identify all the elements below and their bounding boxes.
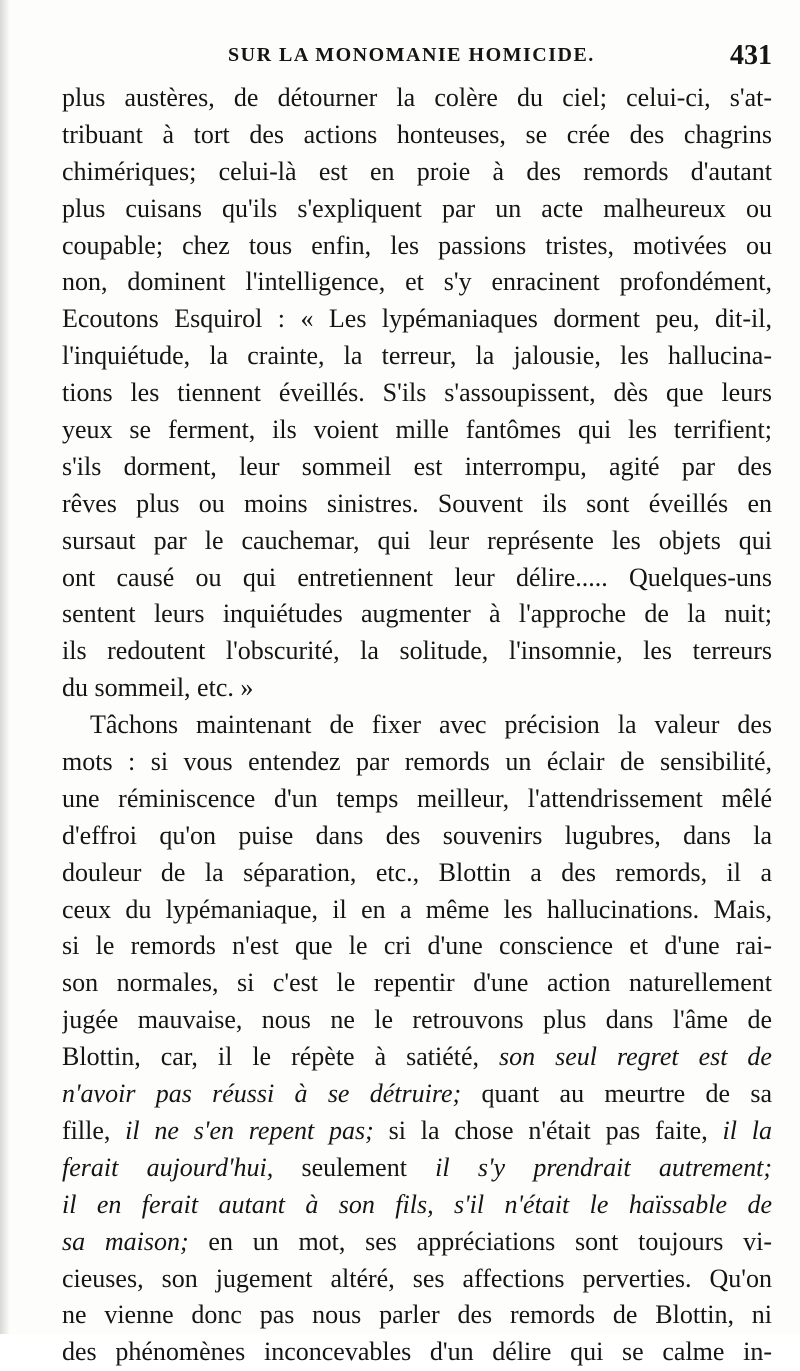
text-line [62, 523, 772, 560]
text-line [62, 154, 772, 191]
text-line [62, 449, 772, 486]
italic-text-segment: il ne s'en repent pas; [125, 1115, 374, 1145]
text-segment: plus austères, de détourner la colère du ciel; celui-ci, s'at- [62, 83, 772, 112]
text-line [62, 1334, 772, 1371]
text-line [62, 855, 772, 892]
text-line [62, 1076, 772, 1113]
italic-text-segment: ferait aujourd'hui, [62, 1152, 274, 1182]
text-line [62, 633, 772, 670]
text-segment: d'effroi qu'on puise dans des souvenirs lugubres, dans la [62, 820, 772, 850]
text-line [62, 412, 772, 449]
italic-text-segment: sa maison; [62, 1226, 189, 1256]
text-segment: coupable; chez tous enfin, les passions tristes, motivées ou [62, 230, 772, 260]
text-segment: cieuses, son jugement altéré, ses affections perverties. Qu'on [62, 1263, 772, 1293]
text-line [62, 1187, 772, 1224]
text-segment: Tâchons maintenant de fixer avec précision la valeur des [90, 710, 772, 740]
text-line [62, 117, 772, 154]
text-segment: si le remords n'est que le cri d'une conscience et d'une rai- [62, 931, 772, 961]
text-segment: mots : si vous entendez par remords un éclair de sensibilité, [62, 747, 772, 777]
text-segment: tribuant à tort des actions honteuses, se crée des chagrins [62, 119, 772, 149]
text-segment: ne vienne donc pas nous parler des remords de Blottin, ni [62, 1300, 772, 1330]
text-segment: plus cuisans qu'ils s'expliquent par un acte malheureux ou [62, 193, 772, 223]
text-line [62, 228, 772, 265]
text-line [62, 1002, 772, 1039]
running-head: SUR LA MONOMANIE HOMICIDE. [228, 44, 595, 66]
text-line [62, 80, 772, 117]
text-segment: rêves plus ou moins sinistres. Souvent ils sont éveillés en [62, 488, 772, 518]
text-segment: Blottin, car, il le répète à satiété, [62, 1042, 499, 1072]
text-segment: non, dominent l'intelligence, et s'y enracinent profondément, [62, 267, 772, 297]
text-segment: des phénomènes inconcevables d'un délire qui se calme in- [62, 1337, 772, 1367]
text-segment: en un mot, ses appréciations sont toujours vi- [188, 1226, 772, 1256]
text-segment: du sommeil, etc. » [62, 673, 254, 703]
text-line [62, 191, 772, 228]
text-segment: quant au meurtre de sa [461, 1079, 772, 1109]
text-line [62, 1297, 772, 1334]
text-segment: s'ils dorment, leur sommeil est interrompu, agité par des [62, 451, 772, 481]
text-segment: fille, [62, 1115, 126, 1145]
text-line [62, 338, 772, 375]
text-line [62, 1039, 772, 1076]
italic-text-segment: il la [722, 1115, 772, 1145]
text-line [62, 1224, 772, 1261]
text-segment: ceux du lypémaniaque, il en a même les hallucinations. Mais, [62, 894, 772, 924]
text-line [62, 1113, 772, 1150]
italic-text-segment: son seul regret est de [499, 1042, 772, 1072]
text-line [62, 301, 772, 338]
text-line [62, 744, 772, 781]
text-segment: son normales, si c'est le repentir d'une action naturellement [62, 968, 772, 998]
text-line [62, 264, 772, 301]
text-line [62, 375, 772, 412]
text-segment: tions les tiennent éveillés. S'ils s'assoupissent, dès que leurs [62, 378, 772, 408]
text-segment: jugée mauvaise, nous ne le retrouvons plus dans l'âme de [62, 1005, 772, 1035]
page-header [0, 40, 800, 80]
text-segment: chimériques; celui-là est en proie à des remords d'autant [62, 156, 772, 186]
text-segment: ont causé ou qui entretiennent leur délire..... Quelques-uns [62, 562, 772, 592]
text-segment: seulement [273, 1152, 436, 1182]
text-segment: sentent leurs inquiétudes augmenter à l'approche de la nuit; [62, 599, 772, 629]
text-line [62, 670, 772, 707]
text-line [62, 818, 772, 855]
text-segment: sursaut par le cauchemar, qui leur représente les objets qui [62, 525, 772, 555]
text-line [62, 1150, 772, 1187]
text-line [62, 892, 772, 929]
italic-text-segment: il s'y prendrait autrement; [435, 1152, 772, 1182]
text-segment: l'inquiétude, la crainte, la terreur, la jalousie, les hallucina- [62, 341, 772, 371]
page-number: 431 [730, 40, 772, 71]
body-text [62, 80, 772, 1371]
page-gutter-shadow [0, 0, 10, 1334]
text-segment: douleur de la séparation, etc., Blottin a des remords, il a [62, 857, 772, 887]
text-line [62, 928, 772, 965]
text-segment: une réminiscence d'un temps meilleur, l'attendrissement mêlé [62, 783, 772, 813]
text-line [62, 781, 772, 818]
text-segment: yeux se ferment, ils voient mille fantômes qui les terrifient; [62, 415, 772, 445]
text-line [62, 707, 772, 744]
italic-text-segment: n'avoir pas réussi à se détruire; [62, 1079, 462, 1109]
text-line [62, 596, 772, 633]
text-segment: si la chose n'était pas faite, [373, 1115, 723, 1145]
text-line [62, 965, 772, 1002]
text-line [62, 1261, 772, 1298]
text-line [62, 560, 772, 597]
text-line [62, 486, 772, 523]
italic-text-segment: il en ferait autant à son fils, s'il n'était le haïssable de [62, 1189, 772, 1219]
text-segment: ils redoutent l'obscurité, la solitude, l'insomnie, les terreurs [62, 636, 772, 666]
text-segment: Ecoutons Esquirol : « Les lypémaniaques dorment peu, dit-il, [62, 304, 772, 334]
